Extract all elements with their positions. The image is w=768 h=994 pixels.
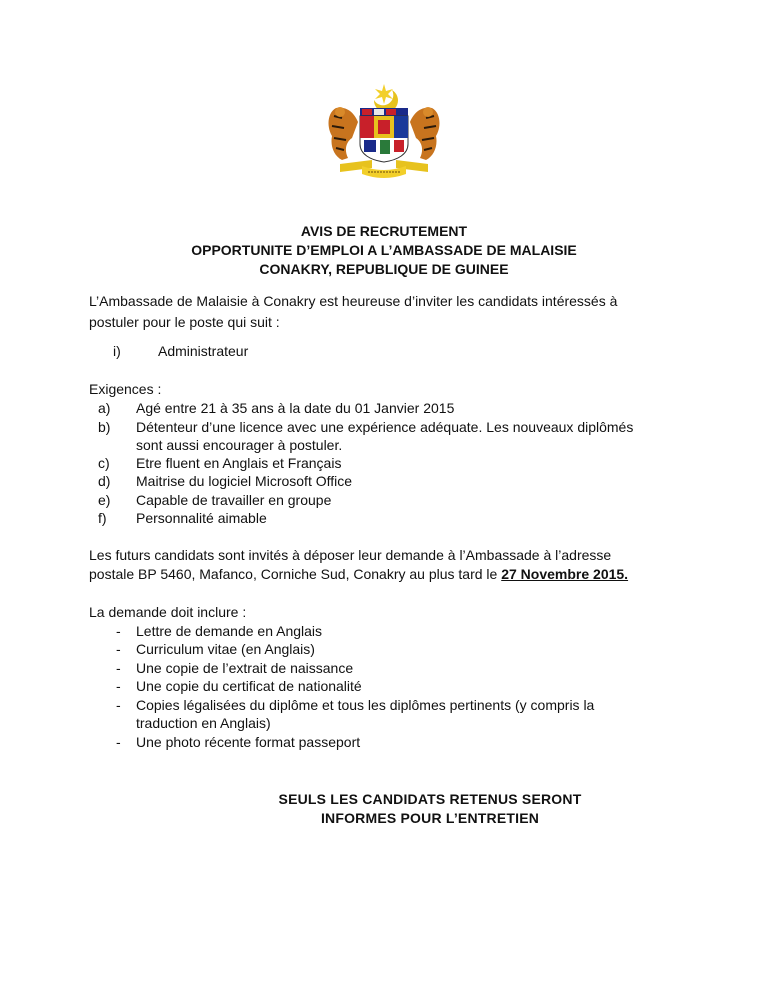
title-line-1: AVIS DE RECRUTEMENT [300, 223, 468, 239]
title-line-3: CONAKRY, REPUBLIQUE DE GUINEE [259, 261, 509, 277]
submission-deadline: 27 Novembre 2015. [501, 566, 629, 582]
requirement-item: Maitrise du logiciel Microsoft Office [136, 473, 353, 489]
requirement-marker: c) [98, 455, 110, 471]
requirement-marker: a) [98, 400, 111, 416]
submission-line-2 [89, 565, 689, 584]
requirement-marker: d) [98, 473, 111, 489]
requirement-item: Etre fluent en Anglais et Français [136, 455, 342, 471]
requirement-item: Détenteur d’une licence avec une expérience adéquate. Les nouveaux diplômés [136, 419, 634, 435]
requirements-heading: Exigences : [89, 381, 162, 397]
document-item: Une copie de l’extrait de naissance [136, 660, 354, 676]
position-label: Administrateur [158, 343, 249, 359]
coat-of-arms-emblem [318, 82, 450, 182]
document-bullet: - [116, 678, 121, 694]
requirement-marker: f) [98, 510, 107, 526]
document-item: Curriculum vitae (en Anglais) [136, 641, 315, 657]
document-item: Une copie du certificat de nationalité [136, 678, 362, 694]
requirement-item: Capable de travailler en groupe [136, 492, 332, 508]
documents-heading: La demande doit inclure : [89, 604, 247, 620]
document-bullet: - [116, 641, 121, 657]
document-bullet: - [116, 734, 121, 750]
requirement-marker: b) [98, 419, 111, 435]
title-block [0, 222, 768, 279]
title-line-2: OPPORTUNITE D’EMPLOI A L’AMBASSADE DE MALAISIE [191, 242, 577, 258]
intro-line-1: L’Ambassade de Malaisie à Conakry est heureuse d’inviter les candidats intéressés à [89, 293, 618, 309]
submission-line-1: Les futurs candidats sont invités à déposer leur demande à l’Ambassade à l’adresse [89, 547, 612, 563]
document-bullet: - [116, 623, 121, 639]
document-item-continuation: traduction en Anglais) [136, 715, 271, 731]
footer-line-2: INFORMES POUR L’ENTRETIEN [320, 810, 540, 826]
document-item: Une photo récente format passeport [136, 734, 361, 750]
document-item: Copies légalisées du diplôme et tous les diplômes pertinents (y compris la [136, 697, 595, 713]
footer-line-1: SEULS LES CANDIDATS RETENUS SERONT [278, 791, 582, 807]
footer-notice [210, 790, 650, 828]
requirement-item-continuation: sont aussi encourager à postuler. [136, 437, 343, 453]
document-bullet: - [116, 697, 121, 713]
submission-address: postale BP 5460, Mafanco, Corniche Sud, Conakry au plus tard le [89, 566, 498, 582]
requirement-item: Agé entre 21 à 35 ans à la date du 01 Janvier 2015 [136, 400, 455, 416]
intro-line-2: postuler pour le poste qui suit : [89, 314, 280, 330]
document-bullet: - [116, 660, 121, 676]
document-item: Lettre de demande en Anglais [136, 623, 323, 639]
requirement-marker: e) [98, 492, 111, 508]
position-marker: i) [113, 343, 121, 359]
requirement-item: Personnalité aimable [136, 510, 267, 526]
